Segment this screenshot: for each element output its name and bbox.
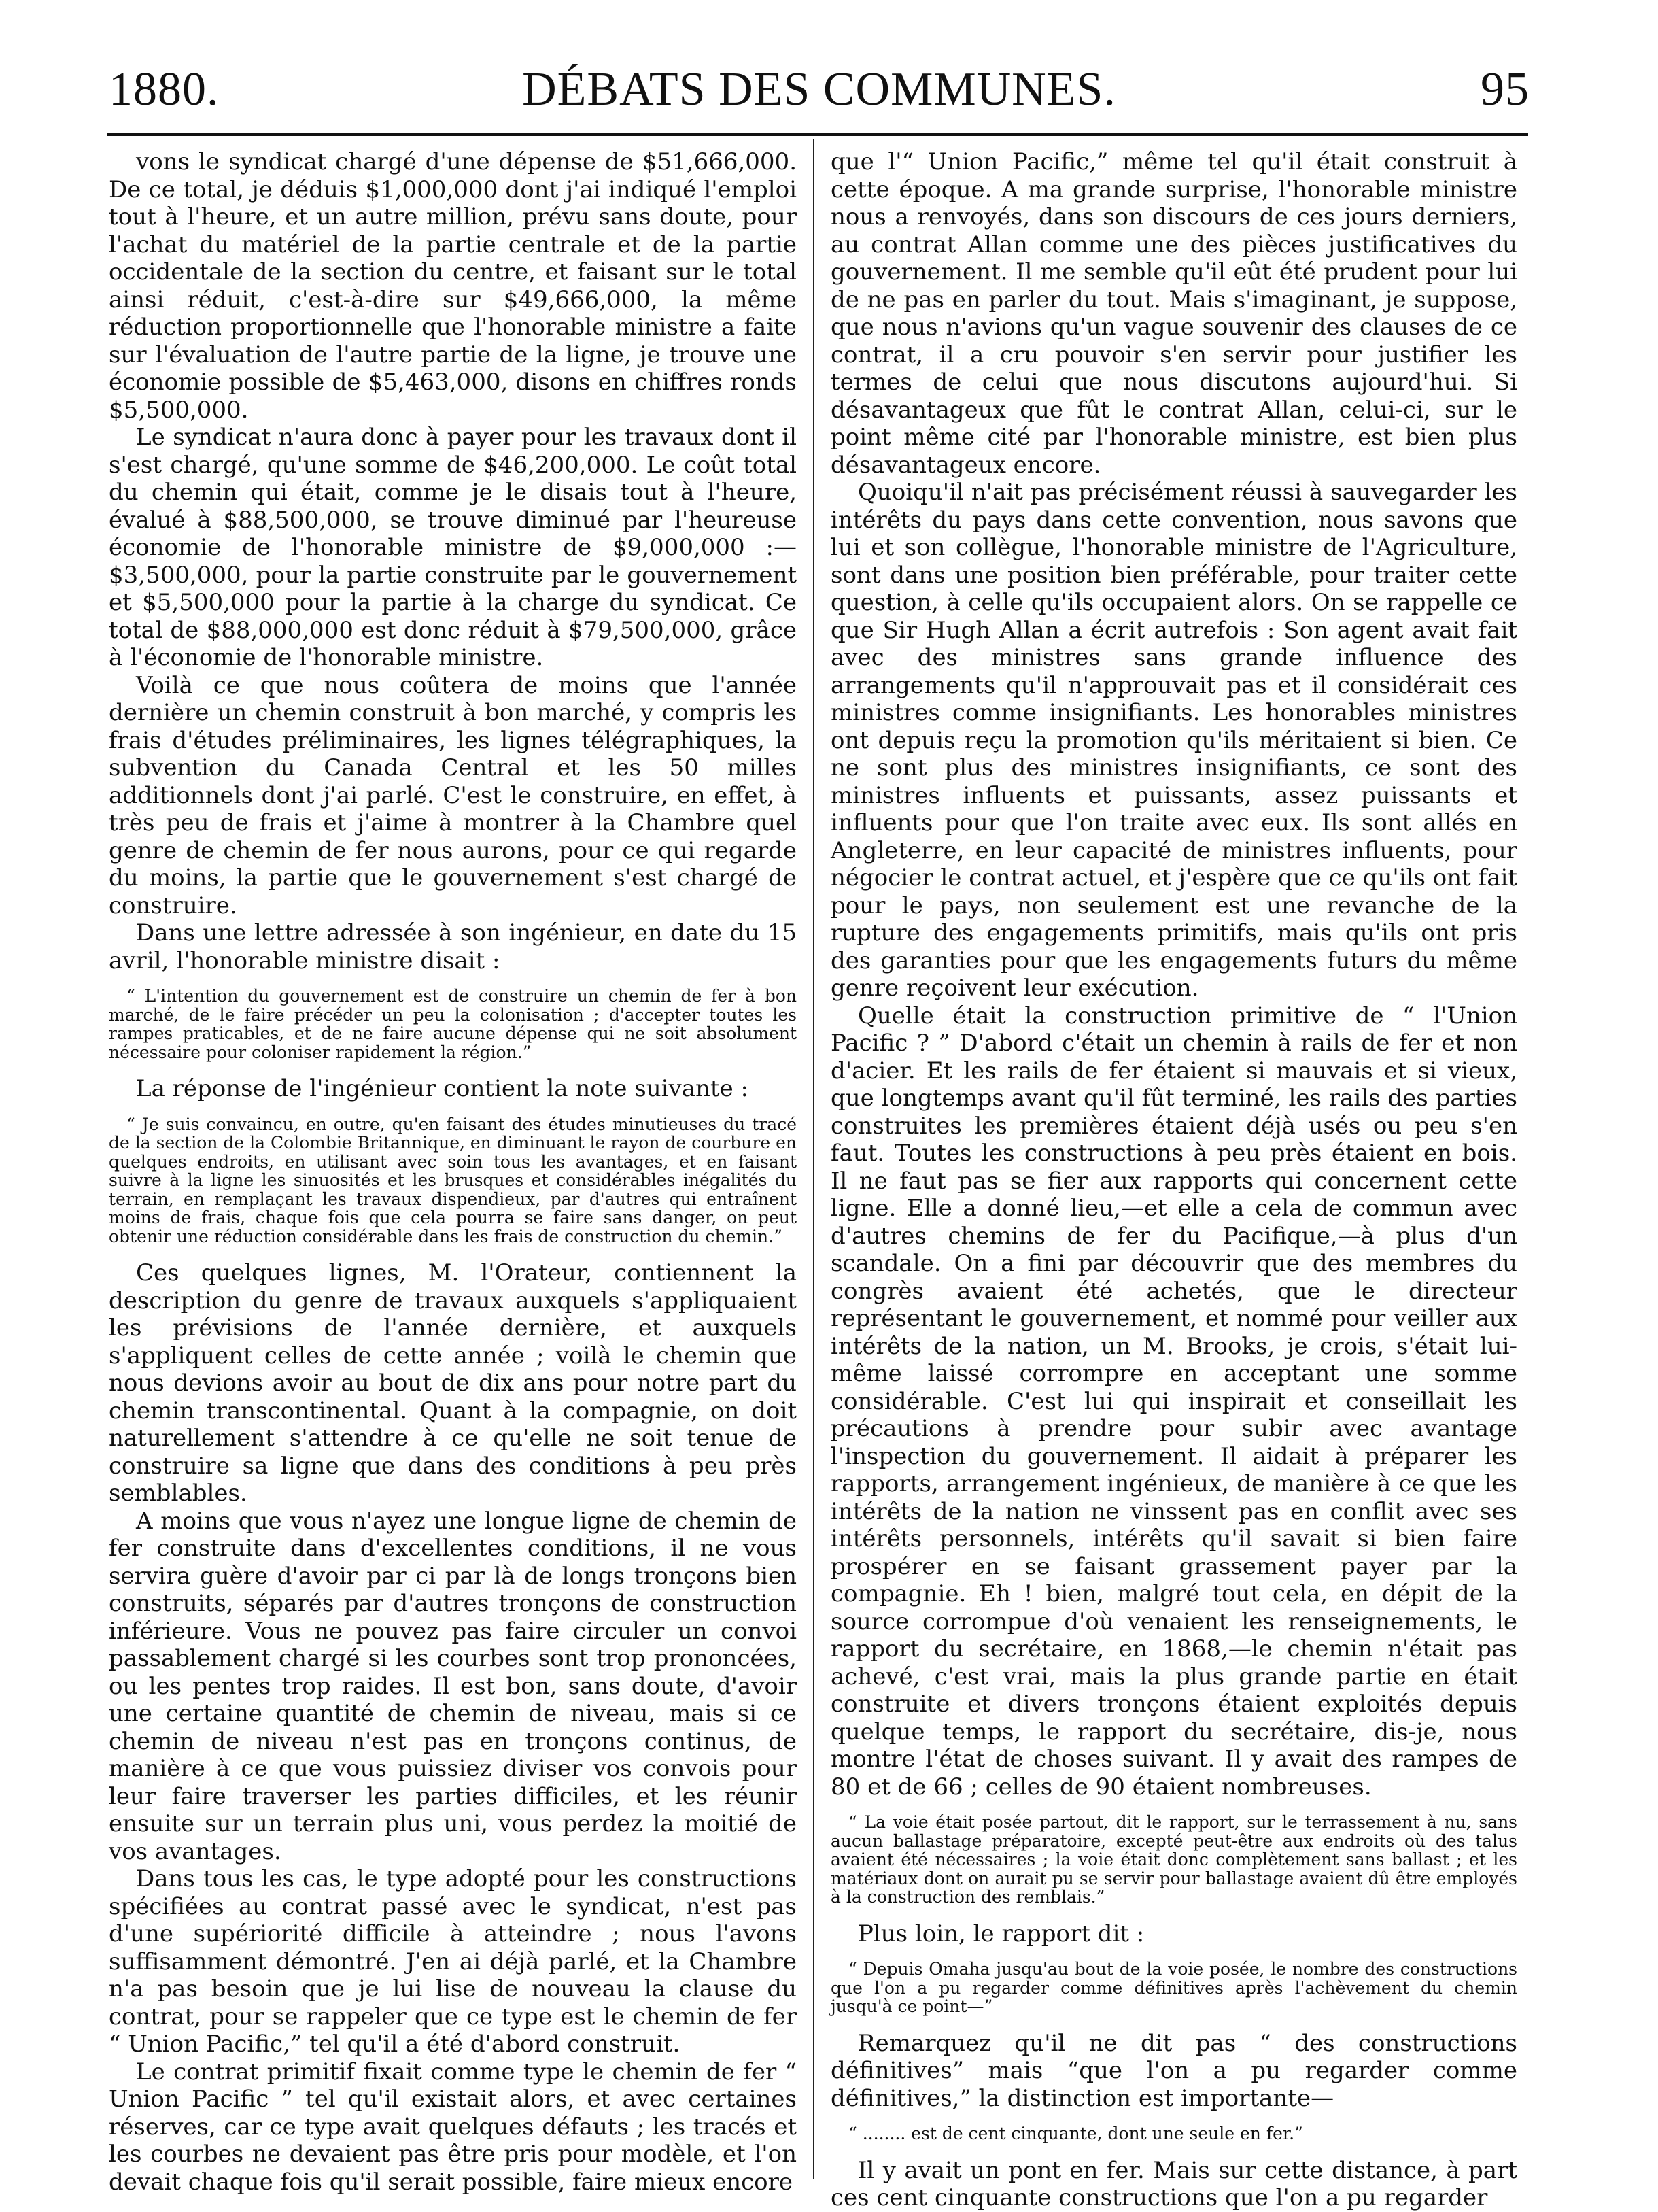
- paragraph: que l'“ Union Pacific,” même tel qu'il était construit à cette époque. A ma grande surprise, l'honorable ministre nous a renvoyés, dans son discours de ces jours derniers, au contrat Allan comme une des pièces justificatives du gouvernement. Il me semble qu'il eût été prudent pour lui de ne pas en parler du tout. Mais s'imaginant, je suppose, que nous n'avions qu'un vague souvenir des clauses de ce contrat, il a cru pouvoir s'en servir pour justifier les termes de celui que nous discutons aujourd'hui. Si désavantageux que fût le contrat Allan, celui-ci, sur le point même cité par l'honorable ministre, est bien plus désavantageux encore.: [831, 148, 1517, 479]
- quoted-passage: “ Je suis convaincu, en outre, qu'en faisant des études minutieuses du tracé de la section de la Colombie Britannique, en diminuant le rayon de courbure en quelques endroits, en utilisant avec soin tous les avantages, et en faisant suivre à la ligne les sinuosités et les brusques et considérables inégalités du terrain, en remplaçant les travaux dispendieux, par d'autres qui entraînent moins de frais, chaque fois que cela pourra se faire sans danger, on peut obtenir une réduction considérable dans les frais de construction du chemin.”: [109, 1114, 797, 1246]
- column-divider: [813, 139, 814, 2179]
- paragraph: A moins que vous n'ayez une longue ligne de chemin de fer construite dans d'excellentes conditions, il ne vous servira guère d'avoir par ci par là de longs tronçons bien construits, séparés par d'autres tronçons de construction inférieure. Vous ne pouvez pas faire circuler un convoi passablement chargé si les courbes sont trop prononcées, ou les pentes trop raides. Il est bon, sans doute, d'avoir une certaine quantité de chemin de niveau, mais si ce chemin de niveau n'est pas en tronçons continus, de manière à ce que vous puissiez diviser vos convois pour leur faire traverser les parties difficiles, et les réunir ensuite sur un terrain plus uni, vous perdez la moitié de vos avantages.: [109, 1507, 797, 1865]
- paragraph: Dans tous les cas, le type adopté pour les constructions spécifiées au contrat passé avec le syndicat, n'est pas d'une supériorité difficile à atteindre ; nous l'avons suffisamment démontré. J'en ai déjà parlé, et la Chambre n'a pas besoin que je lui lise de nouveau la clause du contrat, pour se rappeler que ce type est le chemin de fer “ Union Pacific,” tel qu'il a été d'abord construit.: [109, 1865, 797, 2058]
- header-title: DÉBATS DES COMMUNES.: [522, 63, 1116, 116]
- quoted-passage: “ L'intention du gouvernement est de construire un chemin de fer à bon marché, de le faire précéder un peu la colonisation ; d'accepter toutes les rampes praticables, et de ne faire aucune dépense qui ne soit absolument nécessaire pour coloniser rapidement la région.”: [109, 986, 797, 1062]
- quoted-passage: “ ........ est de cent cinquante, dont une seule en fer.”: [848, 2124, 1303, 2143]
- quoted-passage: “ Depuis Omaha jusqu'au bout de la voie posée, le nombre des constructions que l'on a pu regarder comme définitives après l'achèvement du chemin jusqu'à ce point—”: [831, 1959, 1517, 2016]
- right-column: [831, 148, 1517, 2211]
- paragraph: Il y avait un pont en fer. Mais sur cette distance, à part ces cent cinquante constructions que l'on a pu regarder: [831, 2156, 1517, 2211]
- paragraph: Ces quelques lignes, M. l'Orateur, contiennent la description du genre de travaux auxquels s'appliquaient les prévisions de l'année dernière, et auxquels s'appliquent celles de cette année ; voilà le chemin que nous devions avoir au bout de dix ans pour notre part du chemin transcontinental. Quant à la compagnie, on doit naturellement s'attendre à ce qu'elle ne soit tenue de construire sa ligne que dans des conditions à peu près semblables.: [109, 1259, 797, 1507]
- quoted-passage: “ La voie était posée partout, dit le rapport, sur le terrassement à nu, sans aucun ballastage préparatoire, excepté peut-être aux endroits où des talus avaient été nécessaires ; la voie était donc complètement sans ballast ; et les matériaux dont on aurait pu se servir pour ballastage avaient dû être employés à la construction des remblais.”: [831, 1812, 1517, 1907]
- paragraph: Voilà ce que nous coûtera de moins que l'année dernière un chemin construit à bon marché, y compris les frais d'études préliminaires, les lignes télégraphiques, la subvention du Canada Central et les 50 milles additionnels dont j'ai parlé. C'est le construire, en effet, à très peu de frais et j'aime à montrer à la Chambre quel genre de chemin de fer nous aurons, pour ce qui regarde du moins, la partie que le gouvernement s'est chargé de construire.: [109, 671, 797, 919]
- paragraph: Quelle était la construction primitive de “ l'Union Pacific ? ” D'abord c'était un chemin à rails de fer et non d'acier. Et les rails de fer étaient si mauvais et si vieux, que longtemps avant qu'il fût terminé, les rails des parties construites les premières étaient déjà usés ou peu s'en faut. Toutes les constructions à peu près étaient en bois. Il ne faut pas se fier aux rapports qui concernent cette ligne. Elle a donné lieu,—et elle a cela de commun avec d'autres chemins de fer du Pacifique,—à plus d'un scandale. On a fini par découvrir que des membres du congrès avaient été achetés, que le directeur représentant le gouvernement, et nommé pour veiller aux intérêts de la nation, un M. Brooks, je crois, s'était lui-même laissé corrompre en acceptant une somme considérable. C'est lui qui inspirait et conseillait les précautions à prendre pour subir avec avantage l'inspection du gouvernement. Il aidait à préparer les rapports, arrangement ingénieux, de manière à ce que les intérêts de la nation ne vinssent pas en conflit avec ses intérêts personnels, intérêts qu'il savait si bien faire prospérer en se faisant grassement payer par la compagnie. Eh ! bien, malgré tout cela, en dépit de la source corrompue d'où venaient les renseignements, le rapport du secrétaire, en 1868,—le chemin n'était pas achevé, c'est vrai, mais la plus grande partie en était construite et divers tronçons étaient exploités depuis quelque temps, le rapport du secrétaire, dis-je, nous montre l'état de choses suivant. Il y avait des rampes de 80 et de 66 ; celles de 90 étaient nombreuses.: [831, 1002, 1517, 1801]
- page-number: 95: [1481, 63, 1530, 116]
- header-rule: [107, 133, 1528, 136]
- paragraph: Dans une lettre adressée à son ingénieur, en date du 15 avril, l'honorable ministre disait :: [109, 919, 797, 974]
- paragraph: vons le syndicat chargé d'une dépense de $51,666,000. De ce total, je déduis $1,000,000 dont j'ai indiqué l'emploi tout à l'heure, et un autre million, prévu sans doute, pour l'achat du matériel de la partie centrale et de la partie occidentale de la section du centre, et faisant sur le total ainsi réduit, c'est-à-dire sur $49,666,000, la même réduction proportionnelle que l'honorable ministre a faite sur l'évaluation de l'autre partie de la ligne, je trouve une économie possible de $5,463,000, disons en chiffres ronds $5,500,000.: [109, 148, 797, 424]
- left-column: [109, 148, 797, 2196]
- paragraph: Plus loin, le rapport dit :: [858, 1920, 1145, 1947]
- page-header: [109, 63, 1530, 124]
- paragraph: La réponse de l'ingénieur contient la note suivante :: [136, 1075, 748, 1102]
- paragraph: Le contrat primitif fixait comme type le chemin de fer “ Union Pacific ” tel qu'il existait alors, et avec certaines réserves, car ce type avait quelques défauts ; les tracés et les courbes ne devaient pas être pris pour modèle, et l'on devait chaque fois qu'il serait possible, faire mieux encore: [109, 2058, 797, 2196]
- paragraph: Quoiqu'il n'ait pas précisément réussi à sauvegarder les intérêts du pays dans cette convention, nous savons que lui et son collègue, l'honorable ministre de l'Agriculture, sont dans une position bien préférable, pour traiter cette question, à celle qu'ils occupaient alors. On se rappelle ce que Sir Hugh Allan a écrit autrefois : Son agent avait fait avec des ministres sans grande influence des arrangements qu'il n'approuvait pas et il considérait ces ministres comme insignifiants. Les honorables ministres ont depuis reçu la promotion qu'ils méritaient si bien. Ce ne sont plus des ministres insignifiants, ce sont des ministres influents et puissants, assez puissants et influents pour que l'on traite avec eux. Ils sont allés en Angleterre, en leur capacité de ministres influents, pour négocier le contrat actuel, et j'espère que ce qu'ils ont fait pour le pays, non seulement est une revanche de la rupture des engagements primitifs, mais qu'ils ont pris des garanties pour que les engagements futurs du même genre reçoivent leur exécution.: [831, 479, 1517, 1002]
- paragraph: Le syndicat n'aura donc à payer pour les travaux dont il s'est chargé, qu'une somme de $46,200,000. Le coût total du chemin qui était, comme je le disais tout à l'heure, évalué à $88,500,000, se trouve diminué par l'heureuse économie de l'honorable ministre de $9,000,000 :—$3,500,000, pour la partie construite par le gouvernement et $5,500,000 pour la partie à la charge du syndicat. Ce total de $88,000,000 est donc réduit à $79,500,000, grâce à l'économie de l'honorable ministre.: [109, 424, 797, 671]
- paragraph: Remarquez qu'il ne dit pas “ des constructions définitives” mais “que l'on a pu regarder comme définitives,” la distinction est importante—: [831, 2029, 1517, 2112]
- header-year: 1880.: [109, 63, 220, 116]
